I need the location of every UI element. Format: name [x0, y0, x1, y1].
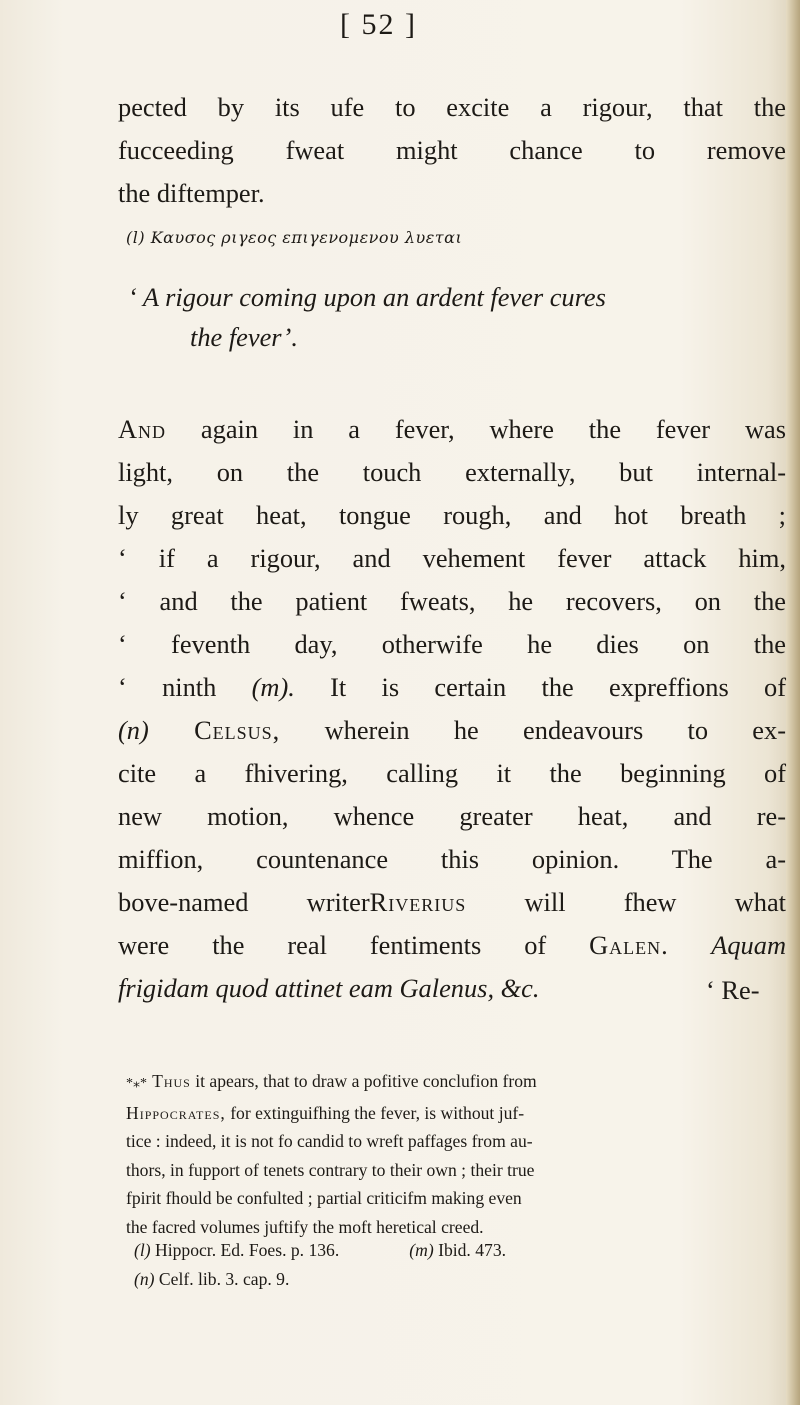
footnote-marker: (l) [134, 1240, 151, 1260]
text-line: fucceeding fweat might chance to remove [118, 135, 786, 165]
text-line: new motion, whence greater heat, and re- [118, 801, 786, 831]
footnote-marker: (m) [409, 1240, 434, 1260]
note-line: thors, in fupport of tenets contrary to their own ; their true [126, 1159, 535, 1180]
text-line: pected by its ufe to excite a rigour, that the [118, 92, 786, 122]
footnote-marker: (n) [134, 1268, 155, 1289]
translation-line: the fever’. [190, 322, 298, 352]
footnote-ref: (n) [118, 715, 149, 745]
text-line: miffion, countenance this opinion. The a- [118, 844, 786, 874]
text-line: light, on the touch externally, but internal- [118, 457, 786, 487]
text-line: And again in a fever, where the fever was [118, 414, 786, 444]
main-paragraph [118, 408, 786, 1010]
footnote-text: Celf. lib. 3. cap. 9. [154, 1268, 290, 1289]
page-edge [786, 0, 800, 1405]
text-line: ‘ ninth (m). It is certain the expreffions of [118, 672, 786, 702]
footnote-ref: (m). [251, 672, 295, 702]
author-name: Galen. [589, 930, 669, 960]
note-line: tice : indeed, it is not fo candid to wreft paffages from au- [126, 1131, 533, 1151]
editorial-note [126, 1067, 786, 1241]
footnote-row [134, 1265, 506, 1294]
text-line: ‘ if a rigour, and vehement fever attack him, [118, 543, 786, 573]
author-name: Celsus, [148, 715, 281, 745]
asterism: *⁎* [126, 1076, 147, 1091]
latin-quote: frigidam quod attinet eam Galenus, &c. [118, 973, 540, 1003]
note-line: fpirit fhould be confulted ; partial criticifm making even [126, 1188, 522, 1208]
latin-quote: Aquam [668, 930, 787, 960]
text-line: (n) Celsus, wherein he endeavours to ex- [118, 715, 786, 745]
text-line: ‘ and the patient fweats, he recovers, on the [118, 586, 786, 616]
footnote-row [134, 1236, 506, 1265]
note-line: Hippocrates, for extinguifhing the fever, is without juf- [126, 1102, 525, 1123]
translation-line: ‘ A rigour coming upon an ardent fever cures [128, 282, 606, 312]
page-number: [ 52 ] [340, 8, 417, 41]
footnote-marker: (l) [126, 228, 146, 247]
note-line: the facred volumes juftify the moft heretical creed. [126, 1216, 484, 1237]
text-line: were the real fentiments of Galen. Aquam [118, 930, 787, 960]
greek-aphorism [126, 228, 462, 247]
text-line: bove-named writerRiverius will fhew what [118, 887, 786, 917]
footnote-text: Hippocr. Ed. Foes. p. 136. [150, 1240, 340, 1260]
footnote-references [134, 1236, 506, 1293]
text-line: ‘ feventh day, otherwife he dies on the [118, 629, 786, 659]
catchword: ‘ Re- [706, 975, 760, 1005]
opening-paragraph [118, 86, 786, 215]
footnote-text: Ibid. 473. [433, 1240, 507, 1260]
note-line: *⁎* Thus it apears, that to draw a pofitive conclufion from [126, 1071, 537, 1091]
drop-word: And [118, 414, 167, 444]
text-line: ly great heat, tongue rough, and hot breath ; [118, 500, 786, 530]
author-name: Riverius [369, 887, 467, 917]
text-line: the diftemper. [118, 178, 265, 208]
greek-text: Καυσος ριγεος επιγενομενου λυεται [150, 228, 463, 247]
text-line: cite a fhivering, calling it the beginning of [118, 758, 786, 788]
author-name: Hippocrates, [126, 1102, 226, 1123]
